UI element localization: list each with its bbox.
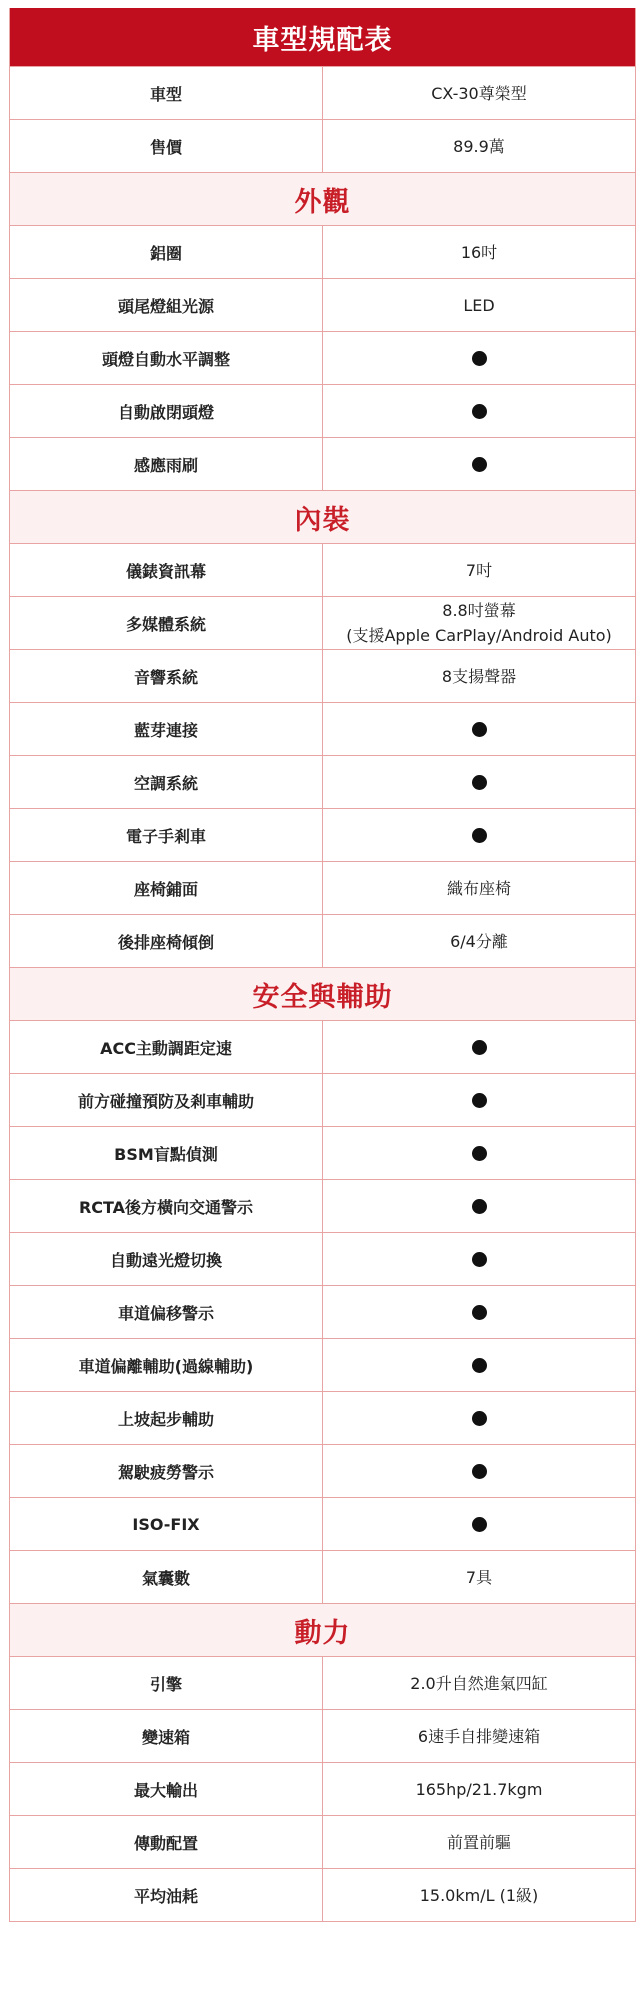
spec-label: 儀錶資訊幕 <box>10 544 323 596</box>
spec-label: 空調系統 <box>10 756 323 808</box>
spec-label: 傳動配置 <box>10 1816 323 1868</box>
table-row <box>10 1815 635 1868</box>
equipped-dot-icon <box>472 828 487 843</box>
spec-label: 頭尾燈組光源 <box>10 279 323 331</box>
table-row <box>10 1126 635 1179</box>
spec-value-line: CX-30尊榮型 <box>431 83 527 103</box>
table-row <box>10 1179 635 1232</box>
spec-value <box>323 1286 635 1338</box>
spec-value <box>323 809 635 861</box>
spec-value-line: 16吋 <box>460 242 498 262</box>
spec-value <box>323 650 635 702</box>
spec-value <box>323 1498 635 1550</box>
table-row <box>10 225 635 278</box>
spec-value <box>323 1816 635 1868</box>
table-row <box>10 278 635 331</box>
spec-value <box>323 1339 635 1391</box>
table-row <box>10 1868 635 1921</box>
spec-value <box>323 544 635 596</box>
table-row <box>10 1709 635 1762</box>
spec-value <box>323 385 635 437</box>
table-row <box>10 1497 635 1550</box>
spec-label: 鋁圈 <box>10 226 323 278</box>
spec-value <box>323 1445 635 1497</box>
spec-value <box>323 1763 635 1815</box>
section-header: 外觀 <box>10 172 635 225</box>
spec-label: 座椅鋪面 <box>10 862 323 914</box>
spec-value-line: 前置前驅 <box>446 1832 511 1852</box>
table-row <box>10 596 635 649</box>
spec-label: 車道偏移警示 <box>10 1286 323 1338</box>
table-row <box>10 119 635 172</box>
table-row <box>10 861 635 914</box>
table-row <box>10 1656 635 1709</box>
table-row <box>10 1762 635 1815</box>
spec-value-line: 15.0km/L (1級) <box>419 1885 539 1905</box>
spec-value <box>323 862 635 914</box>
spec-value <box>323 1710 635 1762</box>
spec-label: RCTA後方橫向交通警示 <box>10 1180 323 1232</box>
table-row <box>10 1338 635 1391</box>
spec-value <box>323 1869 635 1921</box>
spec-value <box>323 332 635 384</box>
spec-label: 後排座椅傾倒 <box>10 915 323 967</box>
spec-value-line-2: (支援Apple CarPlay/Android Auto) <box>346 626 612 645</box>
spec-value-line: 6速手自排變速箱 <box>417 1726 541 1746</box>
spec-label: 音響系統 <box>10 650 323 702</box>
equipped-dot-icon <box>472 351 487 366</box>
equipped-dot-icon <box>472 775 487 790</box>
spec-label: 前方碰撞預防及剎車輔助 <box>10 1074 323 1126</box>
equipped-dot-icon <box>472 457 487 472</box>
spec-value <box>323 915 635 967</box>
spec-value-line: 2.0升自然進氣四缸 <box>410 1673 548 1693</box>
spec-value <box>323 1551 635 1603</box>
spec-table <box>9 8 636 1922</box>
table-title: 車型規配表 <box>10 8 635 66</box>
table-row <box>10 384 635 437</box>
spec-value <box>323 120 635 172</box>
section-header: 動力 <box>10 1603 635 1656</box>
equipped-dot-icon <box>472 1464 487 1479</box>
spec-value-line: 7具 <box>465 1567 493 1587</box>
equipped-dot-icon <box>472 1517 487 1532</box>
spec-value-line: 8.8吋螢幕 <box>442 601 516 620</box>
section-header: 內裝 <box>10 490 635 543</box>
table-row <box>10 1391 635 1444</box>
table-row <box>10 914 635 967</box>
table-row <box>10 1232 635 1285</box>
equipped-dot-icon <box>472 1252 487 1267</box>
spec-label: 藍芽連接 <box>10 703 323 755</box>
table-row <box>10 649 635 702</box>
spec-label: 車道偏離輔助(過線輔助) <box>10 1339 323 1391</box>
table-row <box>10 66 635 119</box>
equipped-dot-icon <box>472 1358 487 1373</box>
spec-value <box>323 1127 635 1179</box>
spec-value <box>323 1074 635 1126</box>
equipped-dot-icon <box>472 1040 487 1055</box>
table-row <box>10 1444 635 1497</box>
table-row <box>10 331 635 384</box>
spec-value-line: 165hp/21.7kgm <box>415 1779 543 1799</box>
spec-value <box>323 1657 635 1709</box>
equipped-dot-icon <box>472 1411 487 1426</box>
spec-label: 引擎 <box>10 1657 323 1709</box>
spec-value <box>323 1021 635 1073</box>
spec-label: 平均油耗 <box>10 1869 323 1921</box>
spec-value <box>323 1392 635 1444</box>
spec-label: 駕駛疲勞警示 <box>10 1445 323 1497</box>
spec-label: 電子手剎車 <box>10 809 323 861</box>
table-row <box>10 437 635 490</box>
spec-value-line: 織布座椅 <box>446 878 511 898</box>
spec-value-line: 89.9萬 <box>453 136 505 156</box>
equipped-dot-icon <box>472 722 487 737</box>
spec-label: ISO-FIX <box>10 1498 323 1550</box>
spec-label: 感應雨刷 <box>10 438 323 490</box>
spec-value <box>323 226 635 278</box>
spec-label: 車型 <box>10 67 323 119</box>
section-header: 安全與輔助 <box>10 967 635 1020</box>
spec-value <box>323 67 635 119</box>
spec-value <box>323 1180 635 1232</box>
spec-value-line: 8支揚聲器 <box>441 666 517 686</box>
table-body <box>10 66 635 1921</box>
equipped-dot-icon <box>472 404 487 419</box>
table-row <box>10 1550 635 1603</box>
spec-label: 售價 <box>10 120 323 172</box>
table-row <box>10 702 635 755</box>
spec-value-line: 7吋 <box>465 560 493 580</box>
spec-label: 上坡起步輔助 <box>10 1392 323 1444</box>
spec-value <box>323 438 635 490</box>
spec-label: 變速箱 <box>10 1710 323 1762</box>
spec-label: 氣囊數 <box>10 1551 323 1603</box>
spec-value <box>323 703 635 755</box>
spec-label: ACC主動調距定速 <box>10 1021 323 1073</box>
spec-label: 頭燈自動水平調整 <box>10 332 323 384</box>
equipped-dot-icon <box>472 1199 487 1214</box>
spec-value-line: LED <box>463 295 495 315</box>
spec-label: BSM盲點偵測 <box>10 1127 323 1179</box>
spec-label: 自動啟閉頭燈 <box>10 385 323 437</box>
table-row <box>10 543 635 596</box>
table-row <box>10 755 635 808</box>
table-row <box>10 1020 635 1073</box>
spec-value <box>323 597 635 649</box>
spec-value <box>323 279 635 331</box>
spec-value <box>323 1233 635 1285</box>
spec-label: 多媒體系統 <box>10 597 323 649</box>
table-row <box>10 1073 635 1126</box>
table-row <box>10 1285 635 1338</box>
equipped-dot-icon <box>472 1093 487 1108</box>
table-row <box>10 808 635 861</box>
equipped-dot-icon <box>472 1146 487 1161</box>
spec-value <box>323 756 635 808</box>
spec-label: 最大輸出 <box>10 1763 323 1815</box>
spec-label: 自動遠光燈切換 <box>10 1233 323 1285</box>
spec-value-line: 6/4分離 <box>450 931 508 951</box>
equipped-dot-icon <box>472 1305 487 1320</box>
